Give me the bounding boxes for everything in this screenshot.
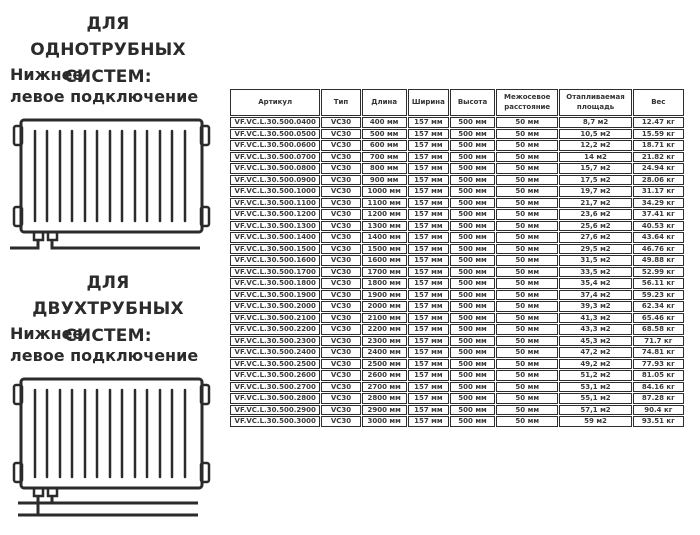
- table-cell: 84.16 кг: [633, 382, 684, 393]
- table-row: [230, 416, 684, 427]
- table-row: [230, 129, 684, 140]
- table-cell: 17,5 м2: [559, 175, 631, 186]
- table-cell: VF.VC.L.30.500.0400: [230, 117, 320, 128]
- table-cell: 3000 мм: [362, 416, 407, 427]
- table-cell: 59.23 кг: [633, 290, 684, 301]
- table-cell: 157 мм: [408, 152, 449, 163]
- radiator-fins: [35, 390, 185, 477]
- table-cell: 19,7 м2: [559, 186, 631, 197]
- table-cell: 90.4 кг: [633, 405, 684, 416]
- table-cell: 157 мм: [408, 140, 449, 151]
- spec-table: [229, 88, 685, 428]
- table-cell: VF.VC.L.30.500.0600: [230, 140, 320, 151]
- table-cell: 15.59 кг: [633, 129, 684, 140]
- table-row: [230, 209, 684, 220]
- table-cell: 157 мм: [408, 232, 449, 243]
- table-cell: 157 мм: [408, 278, 449, 289]
- table-cell: 50 мм: [496, 186, 558, 197]
- column-header: Ширина: [408, 89, 449, 116]
- table-cell: VC30: [321, 244, 360, 255]
- table-cell: 2000 мм: [362, 301, 407, 312]
- table-cell: 2500 мм: [362, 359, 407, 370]
- single-pipe: [10, 240, 200, 248]
- table-cell: 900 мм: [362, 175, 407, 186]
- two-pipe-connection-label: [10, 323, 220, 366]
- table-cell: VF.VC.L.30.500.2600: [230, 370, 320, 381]
- table-cell: VF.VC.L.30.500.3000: [230, 416, 320, 427]
- table-cell: 40.53 кг: [633, 221, 684, 232]
- table-cell: 50 мм: [496, 163, 558, 174]
- table-cell: 57,1 м2: [559, 405, 631, 416]
- table-cell: 600 мм: [362, 140, 407, 151]
- table-cell: 500 мм: [450, 393, 495, 404]
- table-cell: 21.82 кг: [633, 152, 684, 163]
- table-cell: 31.17 кг: [633, 186, 684, 197]
- table-cell: 157 мм: [408, 301, 449, 312]
- table-cell: 157 мм: [408, 163, 449, 174]
- table-cell: 43,3 м2: [559, 324, 631, 335]
- table-cell: VF.VC.L.30.500.0500: [230, 129, 320, 140]
- table-cell: VF.VC.L.30.500.2200: [230, 324, 320, 335]
- table-cell: 1000 мм: [362, 186, 407, 197]
- table-cell: VC30: [321, 117, 360, 128]
- table-cell: 62.34 кг: [633, 301, 684, 312]
- column-header: Межосевое расстояние: [496, 89, 558, 116]
- table-cell: 93.51 кг: [633, 416, 684, 427]
- connection-label-line2: левое подключение: [10, 86, 199, 106]
- table-cell: VF.VC.L.30.500.1300: [230, 221, 320, 232]
- table-cell: 49.88 кг: [633, 255, 684, 266]
- table-cell: VF.VC.L.30.500.1700: [230, 267, 320, 278]
- table-cell: 500 мм: [450, 382, 495, 393]
- table-cell: VF.VC.L.30.500.1400: [230, 232, 320, 243]
- table-cell: VF.VC.L.30.500.1000: [230, 186, 320, 197]
- table-row: [230, 393, 684, 404]
- table-cell: 500 мм: [450, 255, 495, 266]
- table-cell: VC30: [321, 163, 360, 174]
- table-cell: 157 мм: [408, 393, 449, 404]
- table-cell: 81.05 кг: [633, 370, 684, 381]
- table-cell: 500 мм: [450, 140, 495, 151]
- table-cell: VC30: [321, 301, 360, 312]
- table-cell: 50 мм: [496, 347, 558, 358]
- table-row: [230, 221, 684, 232]
- table-cell: 50 мм: [496, 255, 558, 266]
- table-cell: 157 мм: [408, 359, 449, 370]
- table-cell: 50 мм: [496, 336, 558, 347]
- table-row: [230, 405, 684, 416]
- spec-table-header-row: [230, 89, 684, 116]
- table-cell: 1800 мм: [362, 278, 407, 289]
- table-cell: 50 мм: [496, 140, 558, 151]
- table-cell: VF.VC.L.30.500.1500: [230, 244, 320, 255]
- column-header: Высота: [450, 89, 495, 116]
- table-row: [230, 370, 684, 381]
- table-cell: 1900 мм: [362, 290, 407, 301]
- table-cell: 157 мм: [408, 336, 449, 347]
- table-cell: 700 мм: [362, 152, 407, 163]
- table-row: [230, 324, 684, 335]
- table-cell: 50 мм: [496, 416, 558, 427]
- table-cell: 12,2 м2: [559, 140, 631, 151]
- table-cell: 33,5 м2: [559, 267, 631, 278]
- table-cell: 21,7 м2: [559, 198, 631, 209]
- table-cell: 50 мм: [496, 313, 558, 324]
- two-pipe-section-title: ДЛЯ ДВУХТРУБНЫХ СИСТЕМ:: [32, 273, 184, 346]
- table-cell: 500 мм: [450, 198, 495, 209]
- table-cell: 50 мм: [496, 209, 558, 220]
- table-cell: 500 мм: [450, 117, 495, 128]
- table-cell: 56.11 кг: [633, 278, 684, 289]
- table-cell: VC30: [321, 267, 360, 278]
- table-cell: VC30: [321, 209, 360, 220]
- table-cell: 50 мм: [496, 175, 558, 186]
- table-cell: VC30: [321, 278, 360, 289]
- table-cell: 500 мм: [450, 405, 495, 416]
- table-row: [230, 198, 684, 209]
- table-cell: VC30: [321, 370, 360, 381]
- table-cell: 49,2 м2: [559, 359, 631, 370]
- table-cell: 157 мм: [408, 255, 449, 266]
- column-header: Артикул: [230, 89, 320, 116]
- table-cell: VF.VC.L.30.500.1900: [230, 290, 320, 301]
- table-cell: VF.VC.L.30.500.2900: [230, 405, 320, 416]
- table-cell: VC30: [321, 198, 360, 209]
- table-cell: 50 мм: [496, 370, 558, 381]
- table-cell: 500 мм: [450, 416, 495, 427]
- table-cell: 500 мм: [450, 175, 495, 186]
- table-cell: 500 мм: [450, 152, 495, 163]
- table-cell: VC30: [321, 336, 360, 347]
- radiator-fins: [35, 131, 185, 221]
- table-cell: 14 м2: [559, 152, 631, 163]
- table-cell: 2600 мм: [362, 370, 407, 381]
- table-cell: 500 мм: [450, 278, 495, 289]
- table-cell: VF.VC.L.30.500.1100: [230, 198, 320, 209]
- table-cell: 50 мм: [496, 244, 558, 255]
- table-cell: VC30: [321, 129, 360, 140]
- table-cell: VF.VC.L.30.500.2500: [230, 359, 320, 370]
- table-cell: VF.VC.L.30.500.2000: [230, 301, 320, 312]
- table-cell: 50 мм: [496, 301, 558, 312]
- table-cell: 500 мм: [362, 129, 407, 140]
- table-row: [230, 301, 684, 312]
- table-cell: 500 мм: [450, 324, 495, 335]
- table-cell: 46.76 кг: [633, 244, 684, 255]
- column-header: Тип: [321, 89, 360, 116]
- table-cell: VF.VC.L.30.500.0900: [230, 175, 320, 186]
- table-cell: 50 мм: [496, 393, 558, 404]
- table-cell: 50 мм: [496, 152, 558, 163]
- table-cell: 2200 мм: [362, 324, 407, 335]
- table-cell: 500 мм: [450, 336, 495, 347]
- table-cell: 77.93 кг: [633, 359, 684, 370]
- table-cell: VF.VC.L.30.500.2100: [230, 313, 320, 324]
- table-cell: VF.VC.L.30.500.1600: [230, 255, 320, 266]
- connection-label-line1: Нижнее: [10, 65, 84, 84]
- table-cell: VC30: [321, 175, 360, 186]
- two-pipes: [18, 496, 198, 515]
- table-cell: 10,5 м2: [559, 129, 631, 140]
- table-cell: VC30: [321, 221, 360, 232]
- table-cell: 157 мм: [408, 324, 449, 335]
- table-row: [230, 140, 684, 151]
- table-cell: 43.64 кг: [633, 232, 684, 243]
- table-cell: 2800 мм: [362, 393, 407, 404]
- table-cell: 500 мм: [450, 370, 495, 381]
- table-cell: 23,6 м2: [559, 209, 631, 220]
- table-cell: 50 мм: [496, 129, 558, 140]
- column-header: Длина: [362, 89, 407, 116]
- table-cell: 157 мм: [408, 198, 449, 209]
- table-cell: VF.VC.L.30.500.2400: [230, 347, 320, 358]
- table-cell: 8,7 м2: [559, 117, 631, 128]
- table-cell: VC30: [321, 140, 360, 151]
- table-cell: VC30: [321, 152, 360, 163]
- table-cell: 55,1 м2: [559, 393, 631, 404]
- table-cell: VC30: [321, 186, 360, 197]
- spec-table-body: [230, 117, 684, 427]
- table-cell: 500 мм: [450, 244, 495, 255]
- column-header: Вес: [633, 89, 684, 116]
- table-cell: VF.VC.L.30.500.1800: [230, 278, 320, 289]
- table-cell: VC30: [321, 382, 360, 393]
- table-cell: VC30: [321, 347, 360, 358]
- table-cell: 39,3 м2: [559, 301, 631, 312]
- table-cell: VC30: [321, 324, 360, 335]
- table-cell: VC30: [321, 405, 360, 416]
- table-cell: 29,5 м2: [559, 244, 631, 255]
- table-cell: 157 мм: [408, 416, 449, 427]
- table-cell: 37.41 кг: [633, 209, 684, 220]
- table-row: [230, 359, 684, 370]
- table-cell: 50 мм: [496, 198, 558, 209]
- table-cell: 157 мм: [408, 382, 449, 393]
- single-pipe-radiator-diagram: [8, 112, 218, 254]
- table-cell: 500 мм: [450, 313, 495, 324]
- table-cell: 71.7 кг: [633, 336, 684, 347]
- table-cell: 500 мм: [450, 163, 495, 174]
- table-cell: 2100 мм: [362, 313, 407, 324]
- table-cell: 31,5 м2: [559, 255, 631, 266]
- table-cell: 500 мм: [450, 232, 495, 243]
- table-cell: 500 мм: [450, 186, 495, 197]
- table-cell: VC30: [321, 290, 360, 301]
- table-cell: 400 мм: [362, 117, 407, 128]
- two-pipe-radiator-diagram: [8, 372, 218, 524]
- table-cell: 157 мм: [408, 313, 449, 324]
- table-row: [230, 152, 684, 163]
- table-cell: 157 мм: [408, 129, 449, 140]
- connection-label-line2: левое подключение: [10, 345, 199, 365]
- table-cell: 500 мм: [450, 290, 495, 301]
- table-cell: 2700 мм: [362, 382, 407, 393]
- table-cell: 37,4 м2: [559, 290, 631, 301]
- table-cell: 1200 мм: [362, 209, 407, 220]
- table-cell: VC30: [321, 393, 360, 404]
- table-row: [230, 313, 684, 324]
- table-cell: 87.28 кг: [633, 393, 684, 404]
- table-cell: 50 мм: [496, 267, 558, 278]
- table-cell: 500 мм: [450, 347, 495, 358]
- table-row: [230, 232, 684, 243]
- table-cell: 51,2 м2: [559, 370, 631, 381]
- table-row: [230, 278, 684, 289]
- table-cell: 74.81 кг: [633, 347, 684, 358]
- left-panel: [0, 0, 228, 535]
- table-cell: 157 мм: [408, 267, 449, 278]
- table-cell: VF.VC.L.30.500.1200: [230, 209, 320, 220]
- table-row: [230, 117, 684, 128]
- table-cell: 500 мм: [450, 221, 495, 232]
- table-cell: 500 мм: [450, 129, 495, 140]
- table-cell: 59 м2: [559, 416, 631, 427]
- table-cell: 50 мм: [496, 324, 558, 335]
- table-cell: 500 мм: [450, 301, 495, 312]
- table-cell: 157 мм: [408, 290, 449, 301]
- table-cell: 500 мм: [450, 209, 495, 220]
- table-cell: 157 мм: [408, 209, 449, 220]
- table-cell: VC30: [321, 313, 360, 324]
- table-cell: 1500 мм: [362, 244, 407, 255]
- table-cell: VF.VC.L.30.500.0700: [230, 152, 320, 163]
- table-cell: 47,2 м2: [559, 347, 631, 358]
- table-cell: VF.VC.L.30.500.2300: [230, 336, 320, 347]
- table-cell: 35,4 м2: [559, 278, 631, 289]
- table-row: [230, 175, 684, 186]
- table-cell: VF.VC.L.30.500.2700: [230, 382, 320, 393]
- table-row: [230, 336, 684, 347]
- table-cell: 25,6 м2: [559, 221, 631, 232]
- table-cell: 1400 мм: [362, 232, 407, 243]
- table-cell: 1700 мм: [362, 267, 407, 278]
- table-row: [230, 290, 684, 301]
- table-cell: 50 мм: [496, 221, 558, 232]
- table-cell: 157 мм: [408, 244, 449, 255]
- table-cell: 2400 мм: [362, 347, 407, 358]
- table-cell: 12.47 кг: [633, 117, 684, 128]
- table-cell: 157 мм: [408, 221, 449, 232]
- table-row: [230, 186, 684, 197]
- table-cell: 50 мм: [496, 405, 558, 416]
- table-cell: 50 мм: [496, 278, 558, 289]
- table-cell: 41,3 м2: [559, 313, 631, 324]
- table-cell: 65.46 кг: [633, 313, 684, 324]
- table-row: [230, 163, 684, 174]
- table-cell: 28.06 кг: [633, 175, 684, 186]
- single-pipe-section-title: ДЛЯ ОДНОТРУБНЫХ СИСТЕМ:: [30, 14, 186, 87]
- table-cell: 50 мм: [496, 290, 558, 301]
- table-cell: 2900 мм: [362, 405, 407, 416]
- table-row: [230, 382, 684, 393]
- table-cell: VC30: [321, 359, 360, 370]
- table-cell: 157 мм: [408, 405, 449, 416]
- table-cell: 27,6 м2: [559, 232, 631, 243]
- table-cell: 53,1 м2: [559, 382, 631, 393]
- table-cell: VC30: [321, 232, 360, 243]
- table-cell: 34.29 кг: [633, 198, 684, 209]
- table-cell: 50 мм: [496, 232, 558, 243]
- table-cell: 157 мм: [408, 347, 449, 358]
- table-row: [230, 244, 684, 255]
- table-cell: 50 мм: [496, 117, 558, 128]
- table-cell: 157 мм: [408, 175, 449, 186]
- table-cell: VF.VC.L.30.500.2800: [230, 393, 320, 404]
- table-cell: 24.94 кг: [633, 163, 684, 174]
- table-cell: 68.58 кг: [633, 324, 684, 335]
- table-cell: 157 мм: [408, 186, 449, 197]
- table-cell: 1300 мм: [362, 221, 407, 232]
- table-cell: 50 мм: [496, 382, 558, 393]
- connection-label-line1: Нижнее: [10, 324, 84, 343]
- single-pipe-connection-label: [10, 64, 220, 107]
- table-cell: 15,7 м2: [559, 163, 631, 174]
- table-cell: 1600 мм: [362, 255, 407, 266]
- table-row: [230, 267, 684, 278]
- table-cell: 157 мм: [408, 370, 449, 381]
- table-cell: 800 мм: [362, 163, 407, 174]
- table-cell: 500 мм: [450, 359, 495, 370]
- table-cell: 1100 мм: [362, 198, 407, 209]
- table-cell: 500 мм: [450, 267, 495, 278]
- table-cell: 2300 мм: [362, 336, 407, 347]
- table-cell: VC30: [321, 416, 360, 427]
- table-cell: 52.99 кг: [633, 267, 684, 278]
- column-header: Отапливаемая площадь: [559, 89, 631, 116]
- table-cell: VC30: [321, 255, 360, 266]
- table-row: [230, 255, 684, 266]
- table-cell: 157 мм: [408, 117, 449, 128]
- table-row: [230, 347, 684, 358]
- table-cell: VF.VC.L.30.500.0800: [230, 163, 320, 174]
- table-cell: 45,3 м2: [559, 336, 631, 347]
- table-cell: 18.71 кг: [633, 140, 684, 151]
- table-cell: 50 мм: [496, 359, 558, 370]
